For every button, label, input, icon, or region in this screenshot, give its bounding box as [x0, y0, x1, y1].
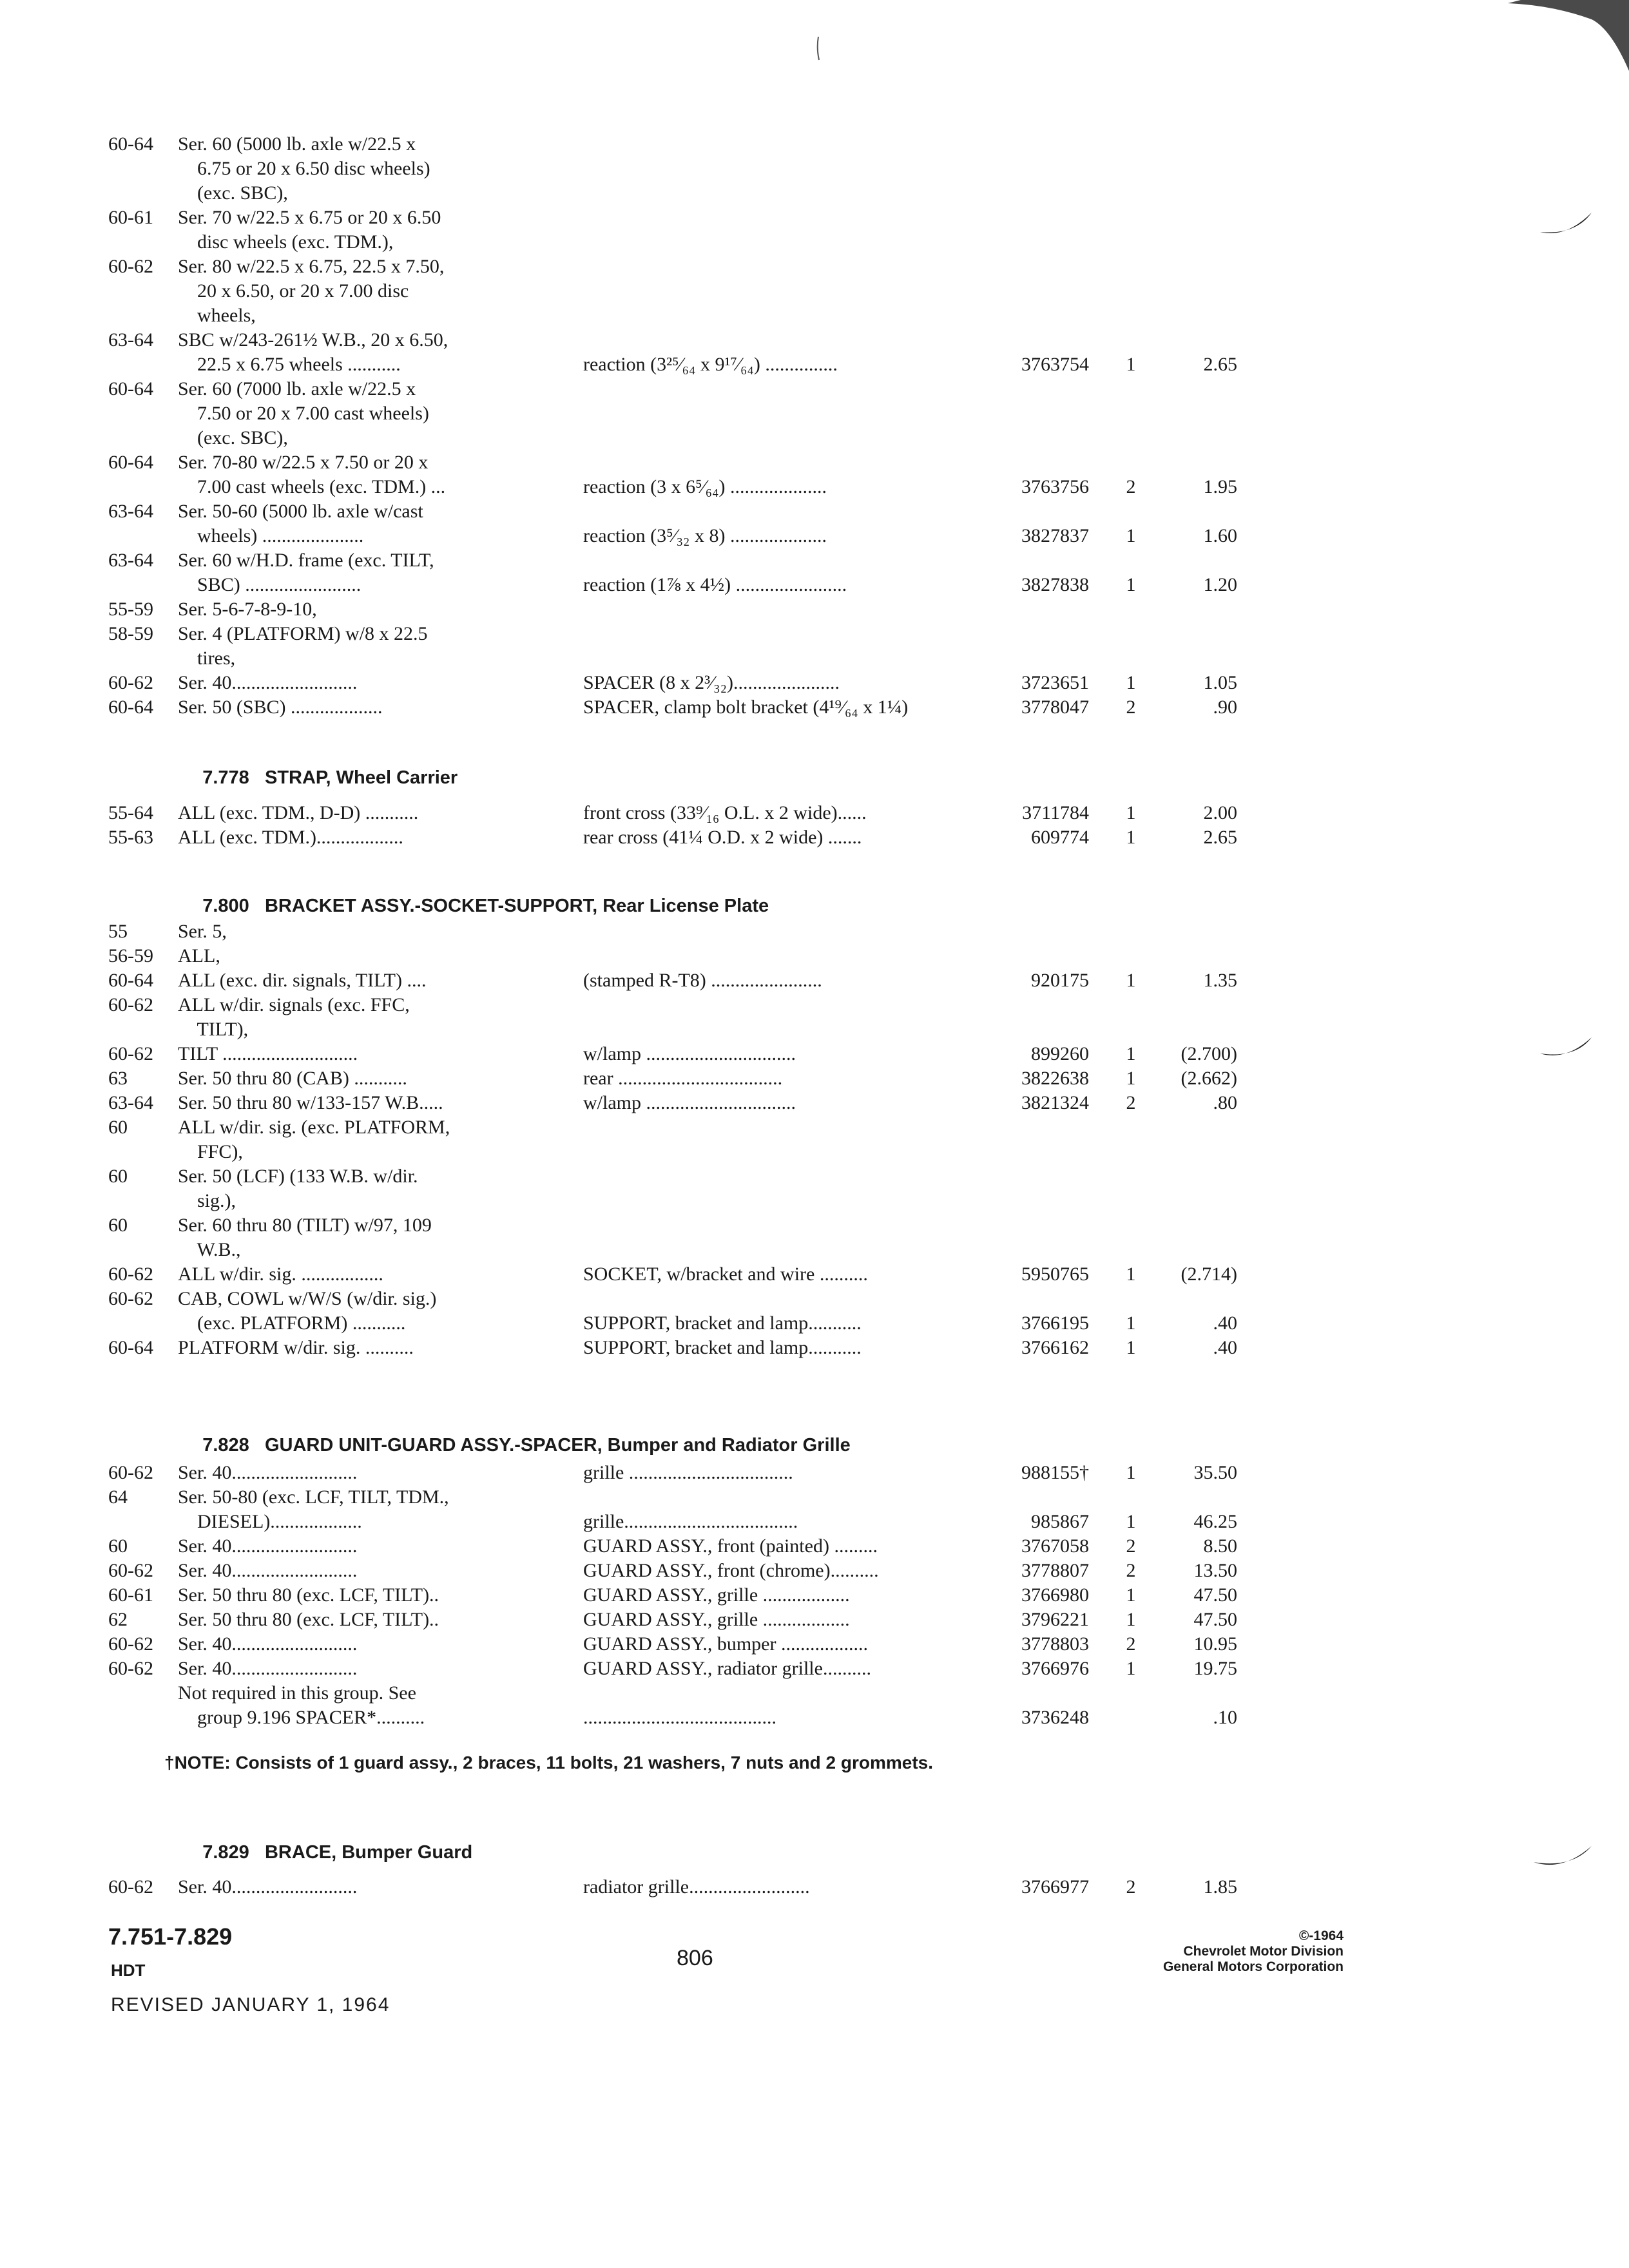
part-number: 3827837 — [1021, 525, 1089, 546]
parts-row — [0, 622, 1629, 648]
application: DIESEL)................... — [178, 1511, 362, 1532]
parts-row — [0, 597, 1629, 623]
quantity: 1 — [1126, 827, 1136, 848]
part-number: 609774 — [1031, 827, 1089, 848]
application: Ser. 50 thru 80 (exc. LCF, TILT).. — [178, 1584, 439, 1606]
model-year: 60-62 — [108, 256, 153, 277]
parts-row — [0, 1017, 1629, 1043]
model-year: 60-62 — [108, 1876, 153, 1898]
part-description: grille .................................. — [583, 1462, 793, 1483]
list-price: 13.50 — [1193, 1560, 1237, 1581]
application: (exc. SBC), — [178, 182, 288, 204]
section-number: 7.829 — [202, 1842, 249, 1863]
catalog-series: HDT — [111, 1961, 146, 1980]
part-description: GUARD ASSY., bumper .................. — [583, 1633, 868, 1655]
application: Ser. 50 thru 80 (CAB) ........... — [178, 1068, 407, 1089]
model-year: 58-59 — [108, 623, 153, 644]
parts-row — [0, 1066, 1629, 1092]
list-price: 1.95 — [1203, 476, 1237, 497]
application: Not required in this group. See — [178, 1682, 416, 1704]
list-price: 1.05 — [1203, 672, 1237, 693]
quantity: 2 — [1126, 1560, 1136, 1581]
application: sig.), — [178, 1190, 236, 1211]
parts-row — [0, 279, 1629, 305]
parts-row — [0, 157, 1629, 182]
division-name: Chevrolet Motor Division — [1183, 1944, 1344, 1959]
application: wheels) ..................... — [178, 525, 364, 546]
parts-row — [0, 1608, 1629, 1633]
model-year: 56-59 — [108, 945, 153, 966]
application: SBC) ........................ — [178, 574, 361, 595]
model-year: 60-62 — [108, 1462, 153, 1483]
list-price: .90 — [1213, 697, 1237, 718]
parts-row — [0, 328, 1629, 354]
application: ALL (exc. TDM.).................. — [178, 827, 403, 848]
list-price: 2.65 — [1203, 827, 1237, 848]
parts-row — [0, 825, 1629, 851]
application: Ser. 50-60 (5000 lb. axle w/cast — [178, 501, 423, 522]
part-description: SPACER, clamp bolt bracket (4¹⁹⁄₆₄ x 1¼) — [583, 697, 909, 718]
parts-row — [0, 1583, 1629, 1609]
parts-row — [0, 1510, 1629, 1535]
list-price: .80 — [1213, 1092, 1237, 1113]
parts-row — [0, 1287, 1629, 1312]
application: FFC), — [178, 1141, 243, 1162]
binder-ring-mark — [1537, 209, 1595, 242]
parts-row — [0, 1311, 1629, 1337]
quantity: 2 — [1126, 1876, 1136, 1898]
part-description: GUARD ASSY., front (chrome).......... — [583, 1560, 879, 1581]
application: Ser. 50 (SBC) ................... — [178, 697, 383, 718]
application: wheels, — [178, 305, 256, 326]
part-description: ........................................ — [583, 1707, 776, 1728]
quantity: 2 — [1126, 1633, 1136, 1655]
application: PLATFORM w/dir. sig. .......... — [178, 1337, 414, 1358]
part-description: GUARD ASSY., grille .................. — [583, 1584, 850, 1606]
application: Ser. 70 w/22.5 x 6.75 or 20 x 6.50 — [178, 207, 441, 228]
application: Ser. 60 w/H.D. frame (exc. TILT, — [178, 550, 434, 571]
parts-row — [0, 475, 1629, 501]
application: Ser. 40.......................... — [178, 1560, 358, 1581]
application: tires, — [178, 648, 236, 669]
part-description: SPACER (8 x 2³⁄₃₂)...................... — [583, 672, 840, 693]
quantity: 1 — [1126, 1511, 1136, 1532]
part-description: (stamped R-T8) ....................... — [583, 970, 822, 991]
part-number: 3723651 — [1021, 672, 1089, 693]
model-year: 60-61 — [108, 207, 153, 228]
list-price: 47.50 — [1193, 1609, 1237, 1630]
part-description: w/lamp ............................... — [583, 1092, 796, 1113]
application: Ser. 4 (PLATFORM) w/8 x 22.5 — [178, 623, 428, 644]
model-year: 60-61 — [108, 1584, 153, 1606]
part-description: grille.................................... — [583, 1511, 798, 1532]
application: group 9.196 SPACER*.......... — [178, 1707, 425, 1728]
part-description: SOCKET, w/bracket and wire .......... — [583, 1264, 868, 1285]
application: 20 x 6.50, or 20 x 7.00 disc — [178, 280, 409, 302]
part-number: 5950765 — [1021, 1264, 1089, 1285]
application: Ser. 40.......................... — [178, 1633, 358, 1655]
application: TILT ............................ — [178, 1043, 358, 1064]
application: Ser. 5, — [178, 921, 227, 942]
application: Ser. 60 (5000 lb. axle w/22.5 x — [178, 133, 416, 155]
list-price: (2.714) — [1181, 1264, 1237, 1285]
application: disc wheels (exc. TDM.), — [178, 231, 394, 253]
quantity: 1 — [1126, 525, 1136, 546]
part-number: 3778803 — [1021, 1633, 1089, 1655]
quantity: 1 — [1126, 672, 1136, 693]
model-year: 60-62 — [108, 1288, 153, 1309]
list-price: 8.50 — [1203, 1535, 1237, 1557]
part-description: reaction (3²⁵⁄₆₄ x 9¹⁷⁄₆₄) ............... — [583, 354, 838, 375]
parts-row — [0, 1706, 1629, 1731]
model-year: 55-64 — [108, 802, 153, 823]
quantity: 1 — [1126, 1068, 1136, 1089]
parts-row — [0, 1657, 1629, 1682]
part-description: rear .................................. — [583, 1068, 783, 1089]
list-price: (2.700) — [1181, 1043, 1237, 1064]
part-description: GUARD ASSY., grille .................. — [583, 1609, 850, 1630]
application: ALL (exc. TDM., D-D) ........... — [178, 802, 419, 823]
model-year: 62 — [108, 1609, 128, 1630]
model-year: 63-64 — [108, 501, 153, 522]
part-description: SUPPORT, bracket and lamp........... — [583, 1337, 862, 1358]
model-year: 55-63 — [108, 827, 153, 848]
part-description: rear cross (41¼ O.D. x 2 wide) ....... — [583, 827, 862, 848]
part-number: 3766977 — [1021, 1876, 1089, 1898]
model-year: 63-64 — [108, 1092, 153, 1113]
model-year: 60-62 — [108, 1658, 153, 1679]
part-number: 988155† — [1021, 1462, 1089, 1483]
quantity: 2 — [1126, 1092, 1136, 1113]
application: ALL w/dir. signals (exc. FFC, — [178, 994, 410, 1015]
parts-row — [0, 671, 1629, 697]
application: TILT), — [178, 1019, 249, 1040]
list-price: 1.60 — [1203, 525, 1237, 546]
part-number: 3767058 — [1021, 1535, 1089, 1557]
section-number: 7.800 — [202, 896, 249, 916]
part-number: 3766195 — [1021, 1312, 1089, 1334]
model-year: 63 — [108, 1068, 128, 1089]
list-price: 1.20 — [1203, 574, 1237, 595]
application: (exc. PLATFORM) ........... — [178, 1312, 406, 1334]
part-number: 3822638 — [1021, 1068, 1089, 1089]
list-price: 47.50 — [1193, 1584, 1237, 1606]
part-description: w/lamp ............................... — [583, 1043, 796, 1064]
part-description: front cross (33⁹⁄₁₆ O.L. x 2 wide)...... — [583, 802, 867, 823]
application: CAB, COWL w/W/S (w/dir. sig.) — [178, 1288, 437, 1309]
part-number: 920175 — [1031, 970, 1089, 991]
model-year: 60-62 — [108, 1633, 153, 1655]
page-number: 806 — [677, 1946, 713, 1970]
part-number: 3766162 — [1021, 1337, 1089, 1358]
model-year: 60-64 — [108, 1337, 153, 1358]
model-year: 60-62 — [108, 994, 153, 1015]
model-year: 60-62 — [108, 672, 153, 693]
list-price: 46.25 — [1193, 1511, 1237, 1532]
application: 6.75 or 20 x 6.50 disc wheels) — [178, 158, 430, 179]
parts-row — [0, 303, 1629, 329]
list-price: 1.85 — [1203, 1876, 1237, 1898]
parts-row — [0, 548, 1629, 574]
part-description: reaction (3⁵⁄₃₂ x 8) .................... — [583, 525, 827, 546]
corner-smudge-mark — [1501, 0, 1629, 71]
quantity: 2 — [1126, 1535, 1136, 1557]
model-year: 60-64 — [108, 697, 153, 718]
parts-row — [0, 426, 1629, 452]
part-number: 3827838 — [1021, 574, 1089, 595]
list-price: 1.35 — [1203, 970, 1237, 991]
parts-row — [0, 352, 1629, 378]
model-year: 60 — [108, 1535, 128, 1557]
parts-row — [0, 524, 1629, 550]
parts-row — [0, 1632, 1629, 1658]
part-number: 3796221 — [1021, 1609, 1089, 1630]
part-description: SUPPORT, bracket and lamp........... — [583, 1312, 862, 1334]
list-price: .40 — [1213, 1337, 1237, 1358]
quantity: 1 — [1126, 1658, 1136, 1679]
parts-row — [0, 1336, 1629, 1361]
parts-row — [0, 1238, 1629, 1264]
application: W.B., — [178, 1239, 241, 1260]
footnote: †NOTE: Consists of 1 guard assy., 2 braces, 11 bolts, 21 washers, 7 nuts and 2 grommets. — [164, 1753, 934, 1773]
section-number: 7.778 — [202, 767, 249, 788]
model-year: 60-62 — [108, 1560, 153, 1581]
parts-row — [0, 1262, 1629, 1288]
part-number: 3736248 — [1021, 1707, 1089, 1728]
quantity: 2 — [1126, 476, 1136, 497]
parts-row — [0, 1091, 1629, 1117]
application: ALL w/dir. sig. ................. — [178, 1264, 383, 1285]
parts-row — [0, 1485, 1629, 1511]
model-year: 60-64 — [108, 133, 153, 155]
list-price: (2.662) — [1181, 1068, 1237, 1089]
copyright-block — [1095, 1928, 1344, 1975]
part-description: GUARD ASSY., front (painted) ......... — [583, 1535, 878, 1557]
parts-row — [0, 1115, 1629, 1141]
application: ALL, — [178, 945, 220, 966]
quantity: 1 — [1126, 970, 1136, 991]
part-number: 3763756 — [1021, 476, 1089, 497]
quantity: 1 — [1126, 1584, 1136, 1606]
model-year: 60-62 — [108, 1043, 153, 1064]
parts-row — [0, 230, 1629, 256]
model-year: 60 — [108, 1117, 128, 1138]
model-year: 60-64 — [108, 970, 153, 991]
section-number: 7.828 — [202, 1435, 249, 1456]
part-number: 899260 — [1031, 1043, 1089, 1064]
quantity: 1 — [1126, 1462, 1136, 1483]
parts-row — [0, 1534, 1629, 1560]
part-number: 3766980 — [1021, 1584, 1089, 1606]
application: 22.5 x 6.75 wheels ........... — [178, 354, 401, 375]
quantity: 1 — [1126, 1264, 1136, 1285]
quantity: 1 — [1126, 1609, 1136, 1630]
copyright-year: ©-1964 — [1298, 1928, 1344, 1943]
application: Ser. 40.......................... — [178, 1462, 358, 1483]
parts-row — [0, 206, 1629, 231]
list-price: 35.50 — [1193, 1462, 1237, 1483]
part-number: 985867 — [1031, 1511, 1089, 1532]
part-number: 3821324 — [1021, 1092, 1089, 1113]
quantity: 1 — [1126, 802, 1136, 823]
part-number: 3778047 — [1021, 697, 1089, 718]
model-year: 63-64 — [108, 329, 153, 351]
section-title: STRAP, Wheel Carrier — [264, 767, 458, 788]
application: Ser. 40.......................... — [178, 1876, 358, 1898]
application: Ser. 50 thru 80 (exc. LCF, TILT).. — [178, 1609, 439, 1630]
list-price: .10 — [1213, 1707, 1237, 1728]
parts-row — [0, 1875, 1629, 1901]
parts-row — [0, 1042, 1629, 1068]
parts-row — [0, 968, 1629, 994]
quantity: 1 — [1126, 1043, 1136, 1064]
parts-row — [0, 181, 1629, 207]
part-number: 3711784 — [1022, 802, 1089, 823]
parts-row — [0, 1461, 1629, 1486]
list-price: 2.65 — [1203, 354, 1237, 375]
parts-row — [0, 944, 1629, 970]
binder-ring-mark — [1537, 1034, 1595, 1066]
parts-row — [0, 1559, 1629, 1584]
parts-row — [0, 1213, 1629, 1239]
application: Ser. 80 w/22.5 x 6.75, 22.5 x 7.50, — [178, 256, 445, 277]
parts-row — [0, 1164, 1629, 1190]
parts-row — [0, 573, 1629, 599]
application: Ser. 50 (LCF) (133 W.B. w/dir. — [178, 1166, 418, 1187]
quantity: 1 — [1126, 1312, 1136, 1334]
paper-speck-mark — [815, 35, 822, 61]
list-price: .40 — [1213, 1312, 1237, 1334]
quantity: 2 — [1126, 697, 1136, 718]
application: ALL w/dir. sig. (exc. PLATFORM, — [178, 1117, 450, 1138]
model-year: 55 — [108, 921, 128, 942]
application: Ser. 50 thru 80 w/133-157 W.B..... — [178, 1092, 443, 1113]
application: Ser. 60 thru 80 (TILT) w/97, 109 — [178, 1215, 432, 1236]
application: Ser. 40.......................... — [178, 672, 358, 693]
parts-row — [0, 993, 1629, 1019]
section-title: BRACKET ASSY.-SOCKET-SUPPORT, Rear License Plate — [264, 896, 769, 916]
application: Ser. 5-6-7-8-9-10, — [178, 599, 317, 620]
model-year: 60-64 — [108, 378, 153, 399]
list-price: 10.95 — [1193, 1633, 1237, 1655]
part-description: GUARD ASSY., radiator grille.......... — [583, 1658, 871, 1679]
parts-row — [0, 401, 1629, 427]
page-range-code: 7.751-7.829 — [108, 1923, 233, 1950]
parts-row — [0, 1140, 1629, 1166]
parts-row — [0, 499, 1629, 525]
parts-row — [0, 132, 1629, 158]
application: Ser. 70-80 w/22.5 x 7.50 or 20 x — [178, 452, 429, 473]
model-year: 60-62 — [108, 1264, 153, 1285]
application: (exc. SBC), — [178, 427, 288, 448]
parts-row — [0, 801, 1629, 827]
application: Ser. 40.......................... — [178, 1658, 358, 1679]
parts-row — [0, 646, 1629, 672]
section-title: BRACE, Bumper Guard — [264, 1842, 473, 1863]
part-description: reaction (3 x 6⁵⁄₆₄) .................... — [583, 476, 827, 497]
application: 7.00 cast wheels (exc. TDM.) ... — [178, 476, 446, 497]
application: 7.50 or 20 x 7.00 cast wheels) — [178, 403, 429, 424]
application: Ser. 60 (7000 lb. axle w/22.5 x — [178, 378, 416, 399]
list-price: 2.00 — [1203, 802, 1237, 823]
parts-row — [0, 377, 1629, 403]
list-price: 19.75 — [1193, 1658, 1237, 1679]
application: Ser. 40.......................... — [178, 1535, 358, 1557]
model-year: 60 — [108, 1215, 128, 1236]
binder-ring-mark — [1530, 1843, 1595, 1881]
corporation-name: General Motors Corporation — [1162, 1959, 1344, 1974]
model-year: 60-64 — [108, 452, 153, 473]
part-number: 3763754 — [1021, 354, 1089, 375]
part-number: 3778807 — [1021, 1560, 1089, 1581]
model-year: 63-64 — [108, 550, 153, 571]
model-year: 64 — [108, 1486, 128, 1508]
parts-row — [0, 450, 1629, 476]
parts-row — [0, 255, 1629, 280]
part-description: radiator grille......................... — [583, 1876, 810, 1898]
application: Ser. 50-80 (exc. LCF, TILT, TDM., — [178, 1486, 449, 1508]
parts-row — [0, 919, 1629, 945]
parts-row — [0, 1681, 1629, 1707]
quantity: 1 — [1126, 574, 1136, 595]
section-title: GUARD UNIT-GUARD ASSY.-SPACER, Bumper and Radiator Grille — [264, 1435, 851, 1456]
part-description: reaction (1⅞ x 4½) ....................... — [583, 574, 847, 595]
revision-date: REVISED JANUARY 1, 1964 — [111, 1994, 390, 2015]
model-year: 60 — [108, 1166, 128, 1187]
parts-row — [0, 1189, 1629, 1215]
model-year: 55-59 — [108, 599, 153, 620]
part-number: 3766976 — [1021, 1658, 1089, 1679]
application: ALL (exc. dir. signals, TILT) .... — [178, 970, 427, 991]
quantity: 1 — [1126, 354, 1136, 375]
quantity: 1 — [1126, 1337, 1136, 1358]
parts-row — [0, 695, 1629, 721]
application: SBC w/243-261½ W.B., 20 x 6.50, — [178, 329, 448, 351]
